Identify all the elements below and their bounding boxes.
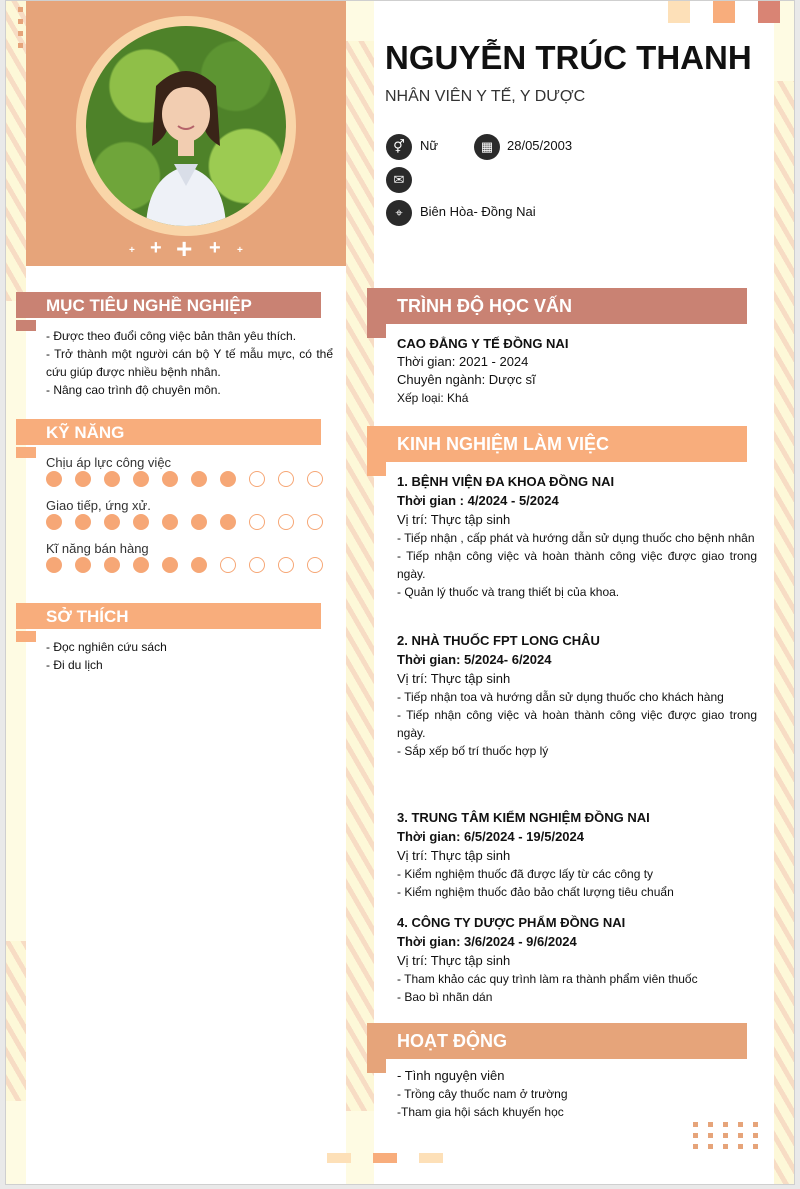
job-duty: - Tiếp nhận công việc và hoàn thành công việc được giao trong ngày. [397,708,757,740]
education-header: TRÌNH ĐỘ HỌC VẤN [367,288,747,324]
skill-dot-filled [75,557,91,573]
header-tab-decoration [367,1059,386,1073]
skill-dot-filled [220,471,236,487]
skill-dot-filled [133,514,149,530]
location-icon: ⌖ [386,200,412,226]
job-entry [397,632,757,760]
plus-decoration: + [176,233,193,264]
bar-decoration [327,1153,351,1163]
job-time: Thời gian: 6/5/2024 - 19/5/2024 [397,829,585,844]
activities-text [397,1067,757,1121]
gender-icon: ⚥ [386,134,412,160]
person-illustration [86,26,286,226]
job-duty: - Kiểm nghiệm thuốc đảo bảo chất lượng tiêu chuẩn [397,885,674,899]
skill-dot-filled [46,557,62,573]
job-role: Vị trí: Thực tập sinh [397,671,511,686]
stripe-decoration-right [774,1,795,1185]
education-text [397,335,757,407]
bar-decoration [373,1153,397,1163]
skill-dot-filled [191,514,207,530]
header-tab-decoration [367,462,386,476]
job-time: Thời gian: 3/6/2024 - 9/6/2024 [397,934,577,949]
education-rank: Xếp loại: Khá [397,391,469,405]
career-goal-header: MỤC TIÊU NGHỀ NGHIỆP [16,292,321,318]
job-duty: - Tiếp nhận công việc và hoàn thành công việc được giao trong ngày. [397,549,757,581]
skill-dot-empty [307,557,323,573]
dots-decoration [693,1122,758,1149]
header-tab-decoration [16,447,36,458]
square-decoration [713,1,735,23]
square-decoration [758,1,780,23]
hobby-line: - Đi du lịch [46,658,103,672]
job-duty: - Sắp xếp bố trí thuốc hợp lý [397,744,549,758]
stripe-decoration-middle [346,1,374,1185]
job-time: Thời gian : 4/2024 - 5/2024 [397,493,559,508]
email-icon: ✉ [386,167,412,193]
header-tab-decoration [16,320,36,331]
job-company: 2. NHÀ THUỐC FPT LONG CHÂU [397,633,600,648]
job-duty: - Tiếp nhận toa và hướng dẫn sử dụng thuốc cho khách hàng [397,690,724,704]
job-entry [397,914,757,1006]
bar-decoration [419,1153,443,1163]
skill-dot-filled [133,471,149,487]
header-tab-decoration [367,324,386,338]
skill-dot-empty [220,557,236,573]
profile-photo [86,26,286,226]
skill-dot-empty [249,471,265,487]
header-tab-decoration [16,631,36,642]
cream-block [346,1,374,41]
skill-dot-empty [278,471,294,487]
activities-header: HOẠT ĐỘNG [367,1023,747,1059]
skill-dot-filled [104,514,120,530]
skill-dot-filled [191,471,207,487]
candidate-name: NGUYỄN TRÚC THANH [385,39,752,76]
skill-rating [46,514,323,530]
job-company: 4. CÔNG TY DƯỢC PHẨM ĐỒNG NAI [397,915,626,930]
hobby-line: - Đọc nghiên cứu sách [46,640,167,654]
plus-decoration: + [209,237,221,259]
skill-label: Chịu áp lực công việc [46,455,172,470]
job-title: NHÂN VIÊN Y TẾ, Y DƯỢC [385,88,586,105]
skill-dot-empty [307,514,323,530]
skill-dot-filled [191,557,207,573]
job-company: 1. BỆNH VIỆN ĐA KHOA ĐỒNG NAI [397,474,615,489]
job-role: Vị trí: Thực tập sinh [397,953,511,968]
career-goal-line: - Được theo đuổi công việc bản thân yêu thích. [46,329,297,343]
skill-dot-filled [104,557,120,573]
skill-dot-filled [162,557,178,573]
gender-text: Nữ [420,138,439,153]
education-major: Chuyên ngành: Dược sĩ [397,372,536,387]
skill-rating [46,471,323,487]
skill-dot-filled [104,471,120,487]
skills-header: KỸ NĂNG [16,419,321,445]
skill-dot-empty [307,471,323,487]
skill-dot-filled [162,471,178,487]
birthdate-text: 28/05/2003 [507,138,573,153]
square-decoration [668,1,690,23]
job-entry [397,809,757,901]
plus-decoration: + [150,237,162,259]
skill-dot-filled [75,514,91,530]
hobbies-header: SỞ THÍCH [16,603,321,629]
job-company: 3. TRUNG TÂM KIỂM NGHIỆM ĐỒNG NAI [397,810,650,825]
experience-header: KINH NGHIỆM LÀM VIỆC [367,426,747,462]
cream-block [6,1101,26,1185]
job-duty: - Tiếp nhận , cấp phát và hướng dẫn sử dụng thuốc cho bệnh nhân [397,531,755,545]
cream-block [346,1111,374,1185]
skill-label: Kĩ năng bán hàng [46,541,149,556]
calendar-icon: ▦ [474,134,500,160]
skill-dot-filled [75,471,91,487]
career-goal-line: - Trở thành một người cán bộ Y tế mẫu mực, có thể cứu giúp được nhiều bệnh nhân. [46,347,333,379]
job-entry [397,473,757,601]
resume-page [5,0,795,1185]
skill-dot-empty [249,514,265,530]
job-role: Vị trí: Thực tập sinh [397,512,511,527]
skill-dot-filled [133,557,149,573]
skill-dot-filled [220,514,236,530]
plus-decoration: + [129,245,135,256]
skill-dot-empty [278,557,294,573]
activity-line: -Tham gia hội sách khuyến học [397,1105,564,1119]
school-name: CAO ĐẲNG Y TẾ ĐỒNG NAI [397,336,569,351]
career-goal-text [46,327,333,399]
plus-decoration: + [237,245,243,256]
job-time: Thời gian: 5/2024- 6/2024 [397,652,552,667]
skill-dot-empty [278,514,294,530]
skill-dot-filled [162,514,178,530]
activity-line: - Tình nguyện viên [397,1068,505,1083]
address-text: Biên Hòa- Đồng Nai [420,204,536,219]
skill-label: Giao tiếp, ứng xử. [46,498,151,513]
activity-line: - Trồng cây thuốc nam ở trường [397,1087,568,1101]
job-duty: - Quản lý thuốc và trang thiết bị của khoa. [397,585,620,599]
skill-dot-filled [46,514,62,530]
skill-dot-filled [46,471,62,487]
hobbies-text [46,638,333,674]
education-time: Thời gian: 2021 - 2024 [397,354,529,369]
skill-dot-empty [249,557,265,573]
photo-panel [26,1,346,266]
skill-rating [46,557,323,573]
job-duty: - Tham khảo các quy trình làm ra thành phẩm viên thuốc [397,972,698,986]
job-duty: - Bao bì nhãn dán [397,990,493,1004]
career-goal-line: - Nâng cao trình độ chuyên môn. [46,383,221,397]
job-role: Vị trí: Thực tập sinh [397,848,511,863]
job-duty: - Kiểm nghiệm thuốc đã được lấy từ các công ty [397,867,654,881]
photo-frame [76,16,296,236]
